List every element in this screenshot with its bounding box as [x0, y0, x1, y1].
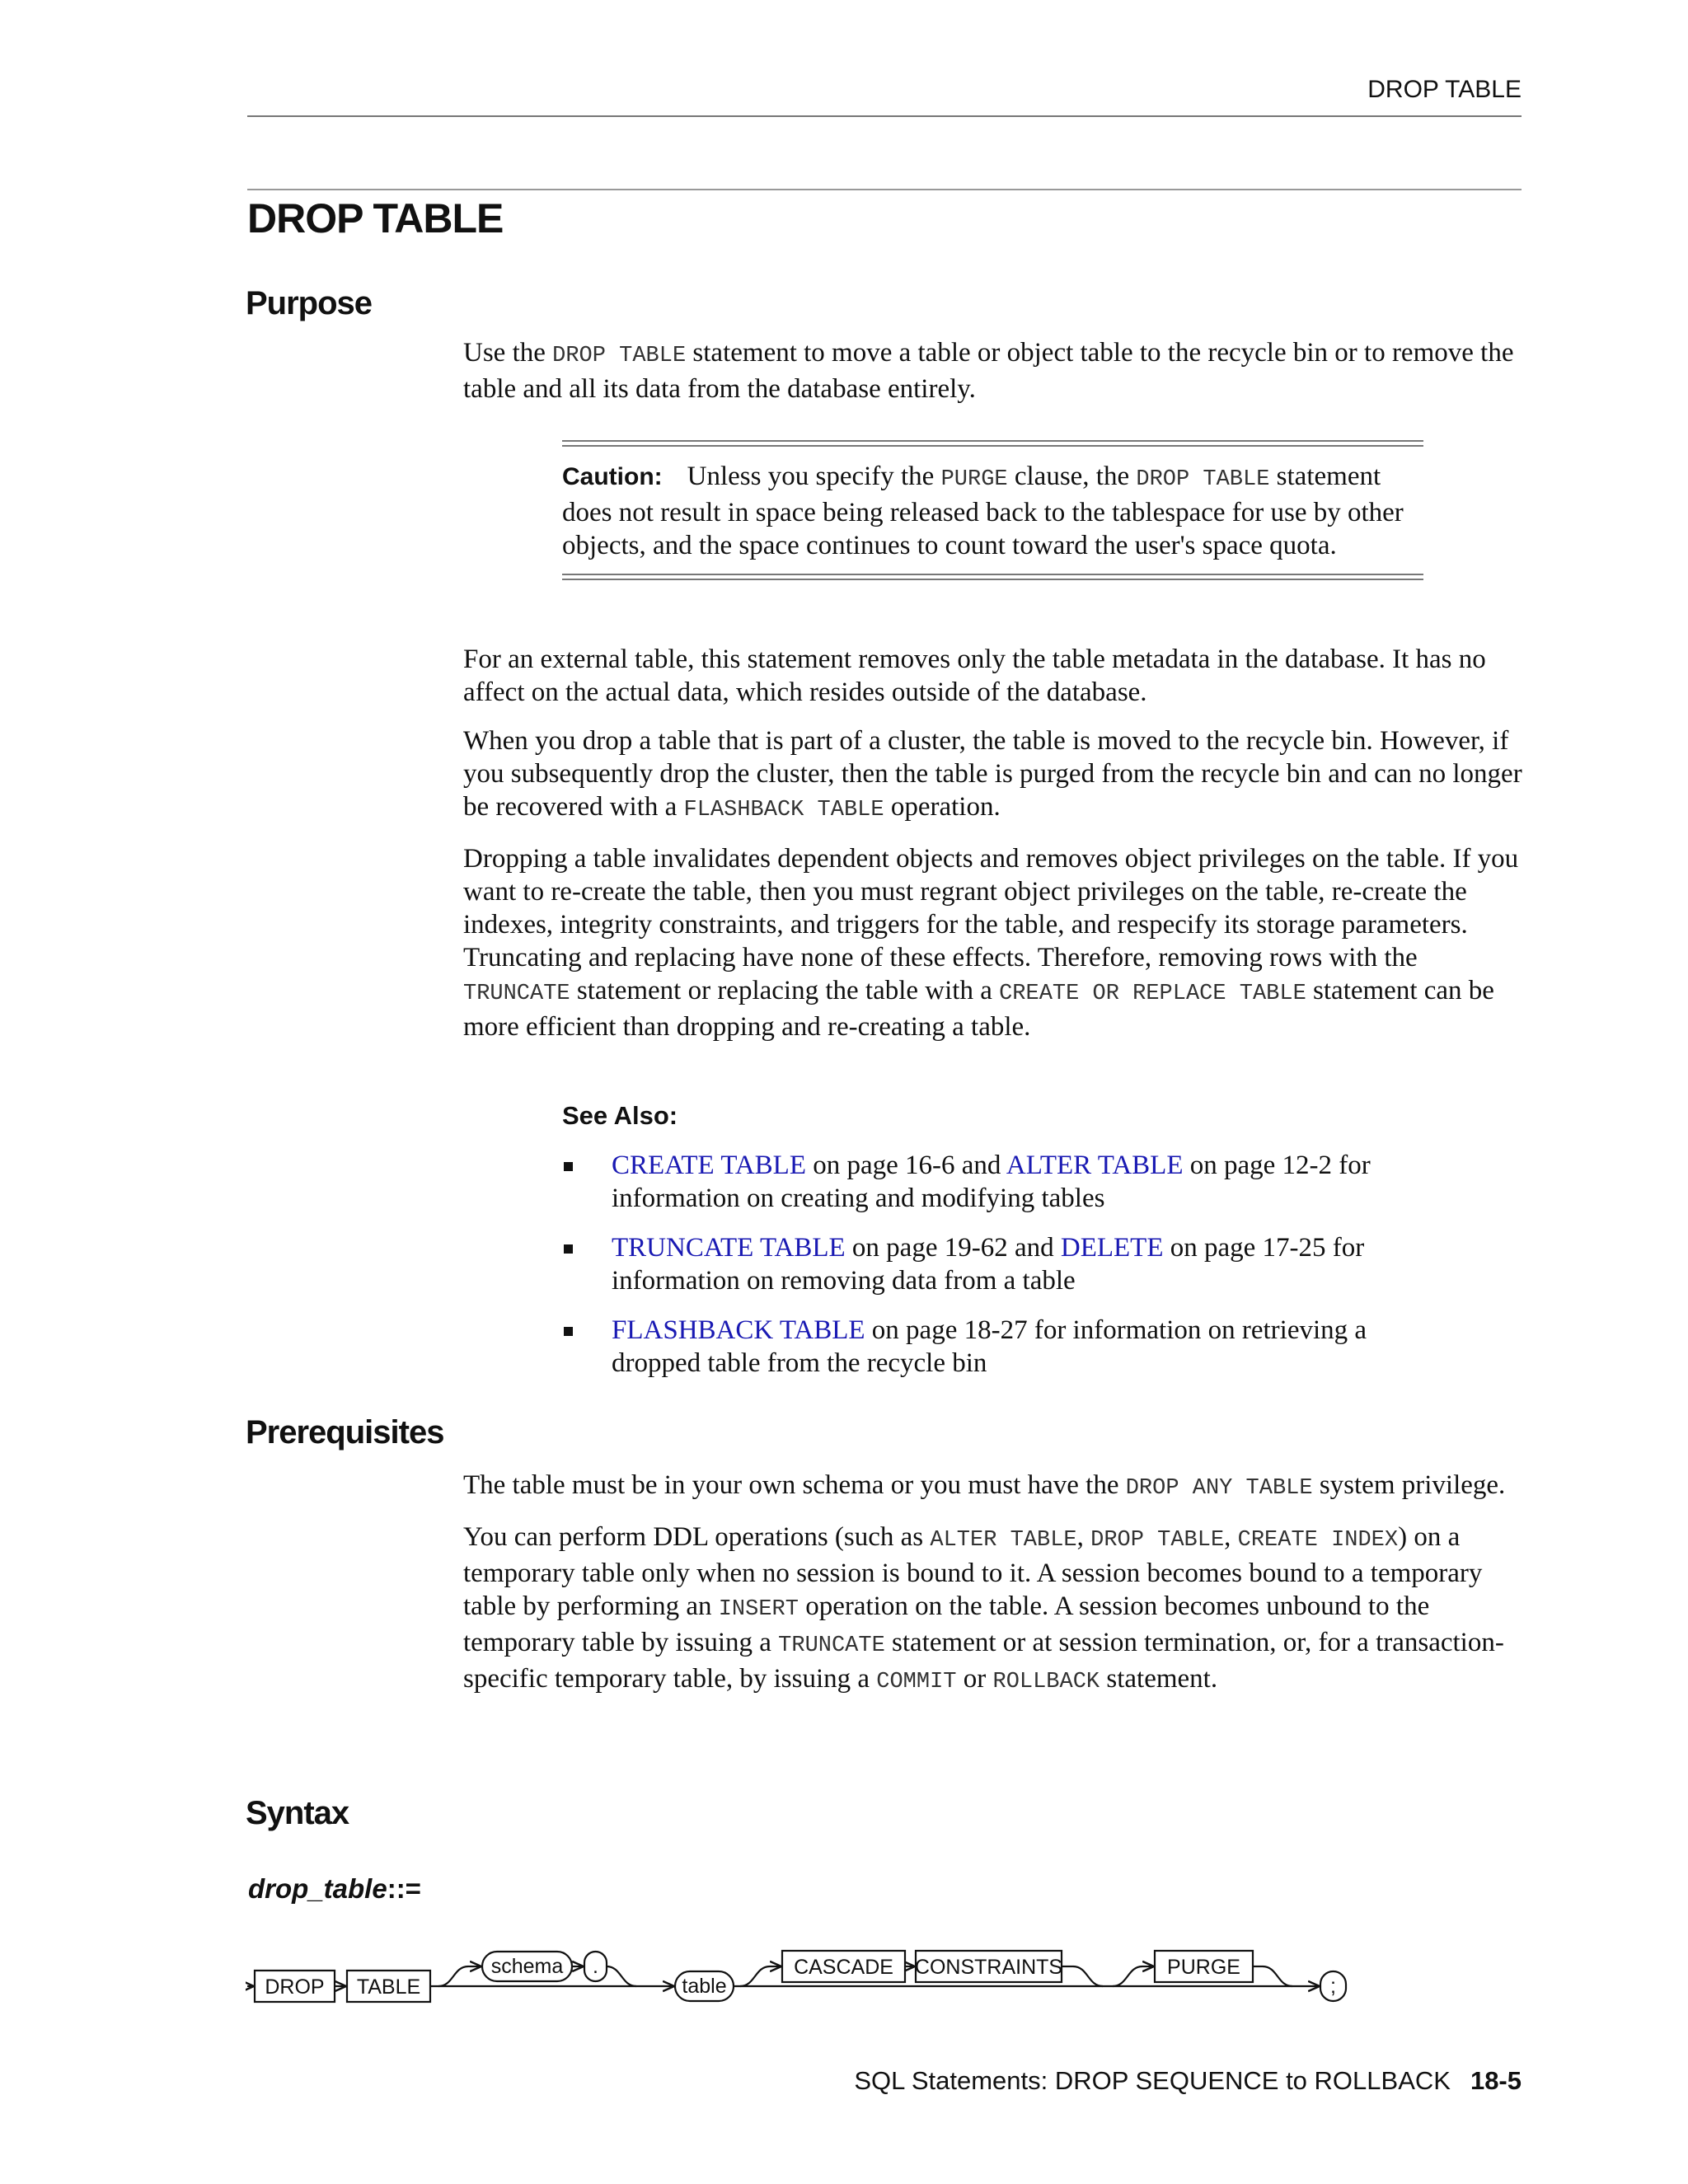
text: Dropping a table invalidates dependent objects and removes object privileges on the table. If you want to re-create the table, then you must regrant object privileges on the table, re-create the indexes, integrity constraints, and triggers for the table, and respecify its storage parameters. Truncating and replacing have none of these effects. Therefore, removing rows with the: [463, 844, 1519, 972]
see-also-item: [562, 1231, 1436, 1297]
code-drop-any-table: DROP ANY TABLE: [1125, 1476, 1313, 1501]
rule-name: drop_table: [248, 1873, 387, 1904]
code-drop-table: DROP TABLE: [1090, 1528, 1225, 1553]
text: ,: [1076, 1522, 1091, 1552]
caution-box: [562, 440, 1423, 580]
text: on page 16-6 and: [806, 1151, 1006, 1180]
code-rollback: ROLLBACK: [992, 1670, 1100, 1694]
see-also-item: [562, 1149, 1436, 1215]
paragraph-dropping: [463, 842, 1526, 1043]
identifier-table: table: [682, 1975, 727, 1998]
text: or: [956, 1664, 993, 1694]
code-commit: COMMIT: [876, 1670, 957, 1694]
text: statement.: [1100, 1664, 1218, 1694]
see-also-box: [562, 1101, 1452, 1396]
header-divider: [247, 115, 1522, 117]
text: on page 19-62 and: [845, 1233, 1061, 1263]
rule-suffix: ::=: [387, 1873, 421, 1904]
link-truncate-table[interactable]: TRUNCATE TABLE: [612, 1233, 846, 1263]
code-drop-table: DROP TABLE: [1136, 467, 1270, 492]
text: ) on a temporary table only when no session is bound to it. A session becomes bound to a temporary table by performing an: [463, 1522, 1483, 1621]
syntax-rule-label: [248, 1873, 421, 1905]
title-divider: [247, 189, 1522, 190]
see-also-label: See Also:: [562, 1101, 678, 1130]
keyword-table: TABLE: [356, 1975, 421, 1999]
square-bullet-icon: [564, 1244, 573, 1254]
see-also-item: [562, 1314, 1436, 1380]
code-flashback-table: FLASHBACK TABLE: [683, 798, 884, 823]
text: statement or replacing the table with a: [570, 976, 1000, 1005]
identifier-schema: schema: [490, 1955, 564, 1978]
square-bullet-icon: [564, 1327, 573, 1336]
paragraph-cluster: [463, 724, 1526, 827]
page-title: DROP TABLE: [247, 195, 504, 241]
heading-purpose: Purpose: [246, 285, 373, 321]
paragraph-temporary-table: [463, 1521, 1526, 1699]
text: system privilege.: [1312, 1470, 1506, 1500]
text: on page 12-2 for information on creating and modifying tables: [612, 1151, 1371, 1213]
code-create-index: CREATE INDEX: [1237, 1528, 1399, 1553]
text: operation.: [884, 792, 1001, 822]
code-insert: INSERT: [718, 1597, 799, 1622]
caution-bottom-rule: [562, 574, 1423, 580]
text: ,: [1224, 1522, 1238, 1552]
purpose-body: [463, 643, 1526, 1059]
token-dot: .: [593, 1955, 598, 1978]
purpose-intro: [463, 336, 1526, 421]
code-purge: PURGE: [940, 467, 1008, 492]
text: operation on the table. A session becomes unbound to the temporary table by issuing a: [463, 1591, 1430, 1657]
text: on page 18-27 for information on retrieving a dropped table from the recycle bin: [612, 1315, 1367, 1378]
text: The table must be in your own schema or you must have the: [463, 1470, 1126, 1500]
code-drop-table: DROP TABLE: [552, 344, 687, 368]
link-flashback-table[interactable]: FLASHBACK TABLE: [612, 1315, 865, 1345]
text: statement to move a table or object table to the recycle bin or to remove the table and all its data from the database entirely.: [463, 338, 1514, 404]
paragraph-schema-privilege: [463, 1469, 1526, 1505]
text: Use the: [463, 338, 553, 368]
syntax-railroad-diagram: [246, 1927, 1350, 2018]
code-alter-table: ALTER TABLE: [930, 1528, 1077, 1553]
code-truncate: TRUNCATE: [778, 1633, 885, 1658]
footer-title: SQL Statements: DROP SEQUENCE to ROLLBACK: [854, 2066, 1451, 2095]
code-create-or-replace-table: CREATE OR REPLACE TABLE: [999, 982, 1306, 1006]
running-header: DROP TABLE: [1367, 76, 1522, 103]
paragraph-external-table: For an external table, this statement removes only the table metadata in the database. It has no affect on the actual data, which resides outside of the database.: [463, 644, 1486, 707]
heading-syntax: Syntax: [246, 1795, 349, 1831]
text: You can perform DDL operations (such as: [463, 1522, 931, 1552]
text: on page 17-25 for information on removing data from a table: [612, 1233, 1365, 1296]
keyword-drop: DROP: [265, 1975, 325, 1999]
text: statement does not result in space being released back to the tablespace for use by other objects, and the space continues to count toward the user's space quota.: [562, 462, 1404, 560]
keyword-constraints: CONSTRAINTS: [914, 1956, 1063, 1979]
link-delete[interactable]: DELETE: [1060, 1233, 1164, 1263]
caution-text: [562, 447, 1423, 574]
link-alter-table[interactable]: ALTER TABLE: [1006, 1151, 1184, 1180]
keyword-purge: PURGE: [1167, 1956, 1240, 1979]
footer-page-number: 18-5: [1470, 2066, 1522, 2095]
text: statement can be more efficient than dropping and re-creating a table.: [463, 976, 1494, 1042]
purpose-intro-paragraph: [463, 336, 1526, 405]
text: clause, the: [1007, 462, 1137, 491]
heading-prerequisites: Prerequisites: [246, 1414, 444, 1451]
token-semicolon: ;: [1330, 1975, 1336, 1998]
page-footer: [854, 2066, 1522, 2096]
text: When you drop a table that is part of a cluster, the table is moved to the recycle bin. However, if you subsequently drop the cluster, then the table is purged from the recycle bin and can no longer be recovered with a: [463, 726, 1522, 822]
square-bullet-icon: [564, 1162, 573, 1171]
text: Unless you specify the: [687, 462, 941, 491]
prerequisites-body: [463, 1469, 1526, 1714]
code-truncate: TRUNCATE: [463, 982, 570, 1006]
keyword-cascade: CASCADE: [794, 1956, 893, 1979]
link-create-table[interactable]: CREATE TABLE: [612, 1151, 806, 1180]
caution-top-rule: [562, 440, 1423, 447]
caution-label: Caution:: [562, 463, 663, 490]
text: statement or at session termination, or, for a transaction-specific temporary table, by issuing a: [463, 1628, 1504, 1694]
